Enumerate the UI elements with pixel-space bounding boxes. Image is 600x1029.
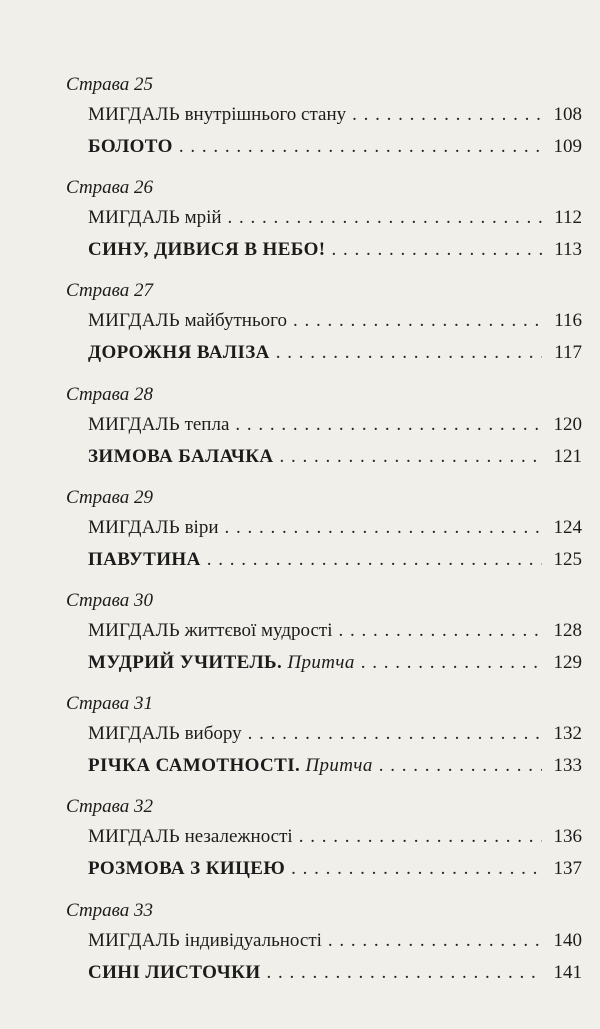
dot-leader [224, 512, 542, 544]
section-heading: Страва 25 [66, 74, 154, 95]
page-number: 136 [553, 826, 582, 848]
entry-keyword: МИГДАЛЬ [88, 310, 180, 332]
entry-title [88, 957, 261, 989]
entry-text: ДОРОЖНЯ ВАЛІЗА [88, 342, 270, 364]
dot-leader [248, 718, 542, 750]
entry-text: мрій [179, 207, 222, 229]
page-number: 108 [553, 104, 582, 125]
entry-keyword: МИГДАЛЬ [88, 207, 180, 229]
dot-leader [379, 750, 542, 782]
toc-entry[interactable] [88, 647, 582, 679]
entry-keyword: МИГДАЛЬ [88, 619, 180, 641]
entry-title [88, 718, 242, 750]
page-number: 137 [553, 858, 582, 880]
entry-title [88, 821, 293, 853]
entry-title [88, 925, 322, 957]
toc-entry[interactable] [88, 750, 582, 782]
page-number: 133 [553, 755, 582, 777]
entry-text: СИНУ, ДИВИСЯ В НЕБО! [88, 239, 326, 261]
section-heading: Страва 32 [66, 796, 154, 818]
page-number: 112 [554, 207, 582, 229]
toc-section [66, 72, 582, 175]
entry-subtitle: Притча [282, 651, 355, 673]
toc-entry[interactable] [88, 202, 582, 234]
entry-keyword: МИГДАЛЬ [88, 826, 180, 848]
entry-text: МУДРИЙ УЧИТЕЛЬ. [88, 651, 283, 673]
entry-text: ЗИМОВА БАЛАЧКА [88, 445, 274, 467]
toc-section [66, 485, 582, 588]
page-number: 124 [553, 516, 582, 538]
page-number: 132 [553, 723, 582, 745]
entry-title [88, 202, 222, 234]
dot-leader [291, 853, 542, 885]
page-number: 117 [554, 342, 582, 364]
entry-keyword: МИГДАЛЬ [88, 723, 180, 745]
page-number: 129 [553, 651, 582, 673]
entry-title [88, 99, 346, 131]
section-heading: Страва 33 [66, 899, 154, 921]
page-number: 141 [553, 961, 582, 983]
entry-keyword: МИГДАЛЬ [88, 104, 180, 125]
page-number: 140 [553, 929, 582, 951]
toc-entry[interactable] [88, 544, 582, 576]
dot-leader [228, 202, 542, 234]
dot-leader [338, 615, 542, 647]
entry-keyword: МИГДАЛЬ [88, 929, 180, 951]
entry-title [88, 131, 173, 163]
entry-subtitle: Притча [300, 755, 373, 777]
dot-leader [276, 337, 542, 369]
entry-title [88, 441, 274, 473]
toc-section [66, 278, 582, 381]
toc-entry[interactable] [88, 925, 582, 957]
page-number: 128 [553, 619, 582, 641]
entry-text: майбутнього [179, 310, 287, 332]
entry-title [88, 615, 332, 647]
entry-text: вибору [179, 723, 242, 745]
dot-leader [299, 821, 542, 853]
toc-entry[interactable] [88, 853, 582, 885]
toc-section [66, 588, 582, 691]
dot-leader [293, 305, 542, 337]
entry-text: БОЛОТО [88, 136, 173, 157]
entry-text: СИНІ ЛИСТОЧКИ [88, 961, 261, 983]
toc-entry[interactable] [88, 718, 582, 750]
toc-entry[interactable] [88, 441, 582, 473]
toc-section [66, 382, 582, 485]
toc-entry[interactable] [88, 409, 582, 441]
entry-title [88, 853, 285, 885]
dot-leader [361, 647, 542, 679]
entry-title [88, 512, 218, 544]
page-number: 121 [553, 445, 582, 467]
entry-title [88, 305, 287, 337]
dot-leader [328, 925, 542, 957]
entry-text: тепла [179, 413, 230, 435]
toc-entry[interactable] [88, 131, 582, 163]
toc-entry[interactable] [88, 957, 582, 989]
dot-leader [235, 409, 542, 441]
toc-entry[interactable] [88, 512, 582, 544]
toc-section [66, 691, 582, 794]
dot-leader [332, 234, 542, 266]
page-number: 116 [554, 310, 582, 332]
entry-text: внутрішнього стану [179, 104, 347, 125]
section-heading: Страва 28 [66, 383, 154, 405]
entry-text: життєвої мудрості [179, 619, 333, 641]
page-number: 113 [554, 239, 582, 261]
entry-keyword: МИГДАЛЬ [88, 516, 180, 538]
dot-leader [207, 544, 542, 576]
page-number: 120 [553, 413, 582, 435]
table-of-contents [66, 72, 582, 1001]
toc-section [66, 794, 582, 897]
entry-text: віри [179, 516, 219, 538]
toc-entry[interactable] [88, 615, 582, 647]
entry-text: індивідуальності [179, 929, 322, 951]
dot-leader [352, 99, 542, 131]
entry-title [88, 337, 270, 369]
entry-text: РІЧКА САМОТНОСТІ. [88, 755, 301, 777]
page-number: 125 [553, 548, 582, 570]
section-heading: Страва 27 [66, 280, 154, 302]
entry-text: незалежності [179, 826, 293, 848]
entry-keyword: МИГДАЛЬ [88, 413, 180, 435]
entry-title [88, 750, 373, 782]
entry-title [88, 647, 355, 679]
section-heading: Страва 30 [66, 589, 154, 611]
section-heading: Страва 26 [66, 177, 154, 199]
toc-entry[interactable] [88, 337, 582, 369]
toc-section [66, 175, 582, 278]
entry-text: РОЗМОВА З КИЦЕЮ [88, 858, 286, 880]
toc-entry[interactable] [88, 99, 582, 131]
dot-leader [280, 441, 542, 473]
entry-text: ПАВУТИНА [88, 548, 201, 570]
toc-entry[interactable] [88, 234, 582, 266]
page-number: 109 [553, 136, 582, 157]
dot-leader [179, 131, 542, 163]
entry-title [88, 544, 201, 576]
dot-leader [267, 957, 542, 989]
entry-title [88, 409, 229, 441]
toc-section [66, 898, 582, 1001]
toc-entry[interactable] [88, 305, 582, 337]
entry-title [88, 234, 326, 266]
section-heading: Страва 31 [66, 693, 154, 715]
toc-entry[interactable] [88, 821, 582, 853]
section-heading: Страва 29 [66, 486, 154, 508]
